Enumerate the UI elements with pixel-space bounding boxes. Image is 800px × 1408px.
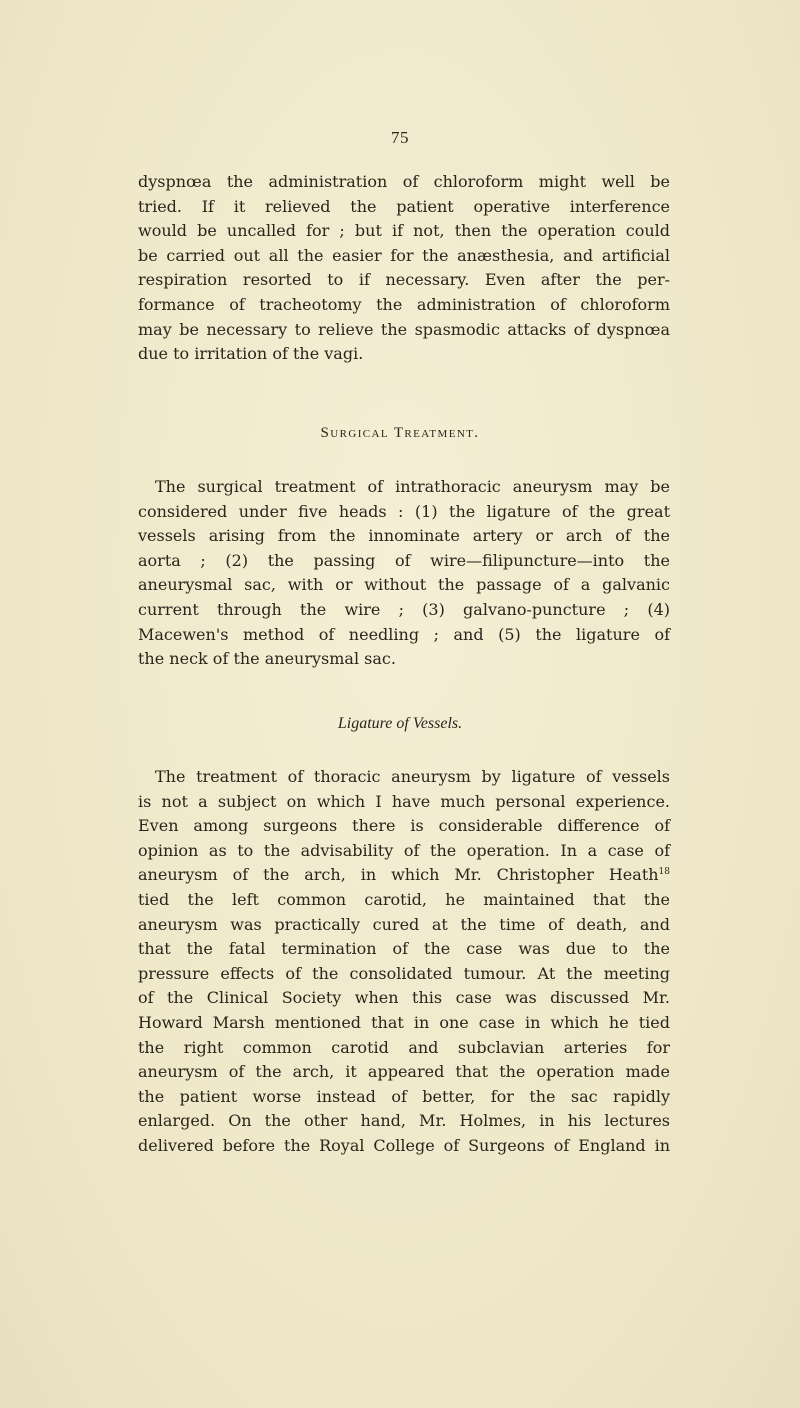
text-line: The surgical treatment of intrathoracic aneurysm may be — [155, 477, 670, 496]
section-heading-surgical-treatment: Surgical Treatment. — [320, 425, 480, 441]
text-line: pressure effects of the consolidated tumour. At the meeting — [138, 963, 670, 983]
text-line: tried. If it relieved the patient operative interference — [138, 196, 670, 216]
subheading-ligature-of-vessels: Ligature of Vessels. — [337, 715, 463, 732]
text-line: due to irritation of the vagi. — [138, 344, 364, 364]
text-line-fragment: aneurysm of the arch, in which Mr. Christopher Heath — [138, 865, 659, 885]
text-line: that the fatal termination of the case was due to the — [138, 939, 670, 959]
text-line: delivered before the Royal College of Surgeons of England in — [138, 1135, 670, 1155]
text-line: aneurysm of the arch, it appeared that the operation made — [138, 1062, 670, 1082]
text-line: Macewen's method of needling ; and (5) the ligature of — [138, 624, 670, 644]
text-line: The treatment of thoracic aneurysm by ligature of vessels — [155, 767, 670, 786]
paragraph-ligature — [138, 765, 670, 1159]
text-line: enlarged. On the other hand, Mr. Holmes, in his lectures — [138, 1111, 670, 1131]
text-line: dyspnœa the administration of chloroform might well be — [138, 172, 670, 191]
text-line: is not a subject on which I have much personal experience. — [138, 791, 670, 811]
text-line: Even among surgeons there is considerable difference of — [138, 816, 670, 836]
footnote-reference: 18 — [658, 867, 670, 878]
paragraph-surgical-treatment — [138, 475, 670, 672]
text-line: of the Clinical Society when this case was discussed Mr. — [138, 988, 670, 1008]
text-line: tied the left common carotid, he maintained that the — [138, 889, 670, 909]
text-line: formance of tracheotomy the administration of chloroform — [138, 294, 670, 314]
text-line: the neck of the aneurysmal sac. — [138, 649, 396, 669]
text-line: the right common carotid and subclavian arteries for — [138, 1037, 670, 1057]
text-line: considered under five heads : (1) the ligature of the great — [138, 501, 670, 521]
text-line: opinion as to the advisability of the operation. In a case of — [138, 840, 670, 860]
text-line: may be necessary to relieve the spasmodic attacks of dyspnœa — [138, 319, 670, 339]
text-line: aneurysm was practically cured at the time of death, and — [138, 914, 670, 934]
text-line: be carried out all the easier for the anæsthesia, and artificial — [138, 245, 670, 265]
paragraph-dyspnoea — [138, 170, 670, 367]
text-line: would be uncalled for ; but if not, then the operation could — [138, 221, 670, 241]
text-line: vessels arising from the innominate artery or arch of the — [138, 526, 670, 546]
page-number: 75 — [391, 128, 409, 147]
text-line: the patient worse instead of better, for the sac rapidly — [138, 1086, 670, 1106]
text-line-with-footnote — [138, 863, 670, 888]
text-line: aorta ; (2) the passing of wire—filipuncture—into the — [138, 550, 670, 570]
text-line: Howard Marsh mentioned that in one case in which he tied — [138, 1012, 670, 1032]
text-line: aneurysmal sac, with or without the passage of a galvanic — [138, 575, 670, 595]
text-line: respiration resorted to if necessary. Even after the per- — [138, 270, 670, 290]
text-line: current through the wire ; (3) galvano-puncture ; (4) — [138, 599, 670, 619]
